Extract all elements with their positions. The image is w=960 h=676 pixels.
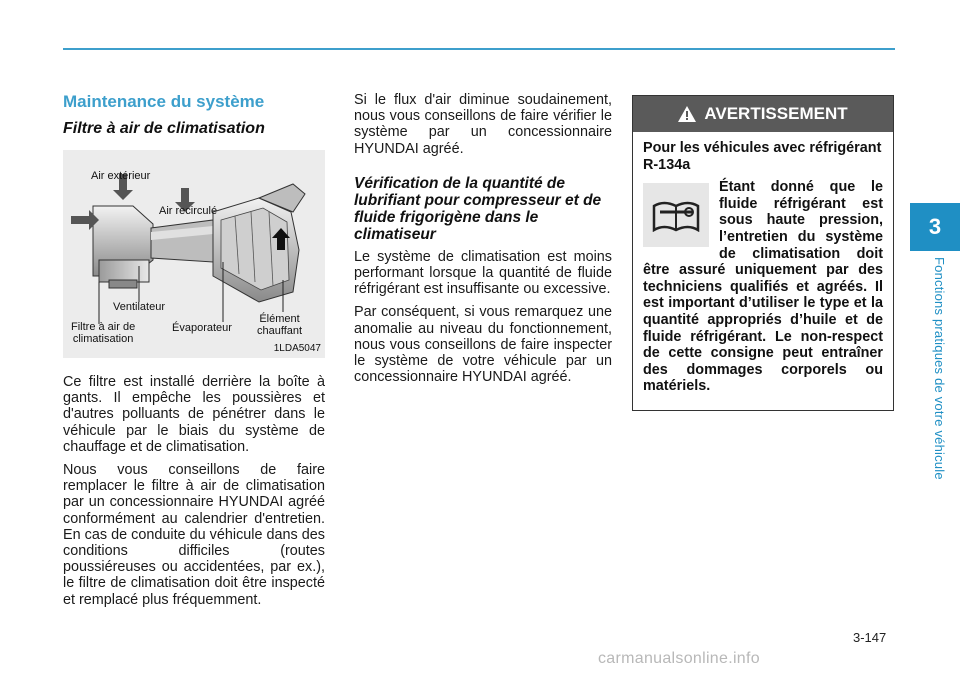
warning-body [633,132,893,395]
warning-box [632,95,894,411]
warning-triangle-icon [678,106,696,122]
header-rule [63,48,895,50]
paragraph: Ce filtre est installé derrière la boîte à gants. Il empêche les poussières et d'autres polluants de pénétrer dans le véhicule par le biais du système de chauffage et de climatisation. [63,374,325,455]
page-number: 3-147 [853,630,887,645]
label-recirculated-air: Air recirculé [159,205,218,217]
chapter-tab[interactable] [910,203,960,251]
chapter-title: Fonctions pratiques de votre véhicule [932,257,947,480]
watermark-text: carmanualsonline.info [598,650,760,667]
manual-icon [643,183,709,247]
column-middle [354,92,612,392]
warning-lead: Pour les véhicules avec réfrigérant R-134a [643,140,882,173]
warning-text: Étant donné que le fluide réfrigérant est sous haute pression, l’entretien du système de climatisation doit être assuré uniquement par des techniciens qualifiés et agréés. Il est important d’utiliser le type et la quantité appropriés d’huile et de fluide réfrigérant. Le non-respect de cette consigne peut entraîner des dommages corporels ou matériels. [643,179,883,395]
air-filter-diagram [63,150,325,358]
label-evaporator: Évaporateur [172,322,232,334]
label-cabin-filter: Filtre à air de climatisation [71,321,136,345]
section-subtitle: Filtre à air de climatisation [63,120,265,137]
paragraph: Nous vous conseillons de faire remplacer le filtre à air de climatisation par un concessionnaire HYUNDAI agréé conformément au calendrier d'entretien. En cas de conduite du véhicule dans des conditions difficiles (routes poussiéreuses ou accidentées, par ex.), le filtre de climatisation doit être inspecté et remplacé plus fréquemment. [63,462,325,608]
paragraph: Par conséquent, si vous remarquez une anomalie au niveau du fonctionnement, nous vous conseillons de faire inspecter le système de votre véhicule par un concessionnaire HYUNDAI agréé. [354,304,612,386]
column-left [63,92,325,615]
chapter-number: 3 [928,214,942,239]
section-title: Maintenance du système [63,92,265,111]
section-subtitle-refrigerant: Vérification de la quantité de lubrifiant pour compresseur et de fluide frigorigène dans le climatiseur [354,174,602,243]
paragraph: Le système de climatisation est moins performant lorsque la quantité de fluide réfrigérant est insuffisante ou excessive. [354,248,612,298]
warning-header [633,96,893,132]
warning-title: AVERTISSEMENT [704,104,848,123]
label-fan: Ventilateur [113,301,165,313]
paragraph: Si le flux d'air diminue soudainement, nous vous conseillons de faire vérifier le système par un concessionnaire HYUNDAI agréé. [354,92,612,157]
figure-code: 1LDA5047 [273,343,321,354]
label-heater-core: Élément chauffant [257,313,303,337]
label-outside-air: Air extérieur [91,170,151,182]
